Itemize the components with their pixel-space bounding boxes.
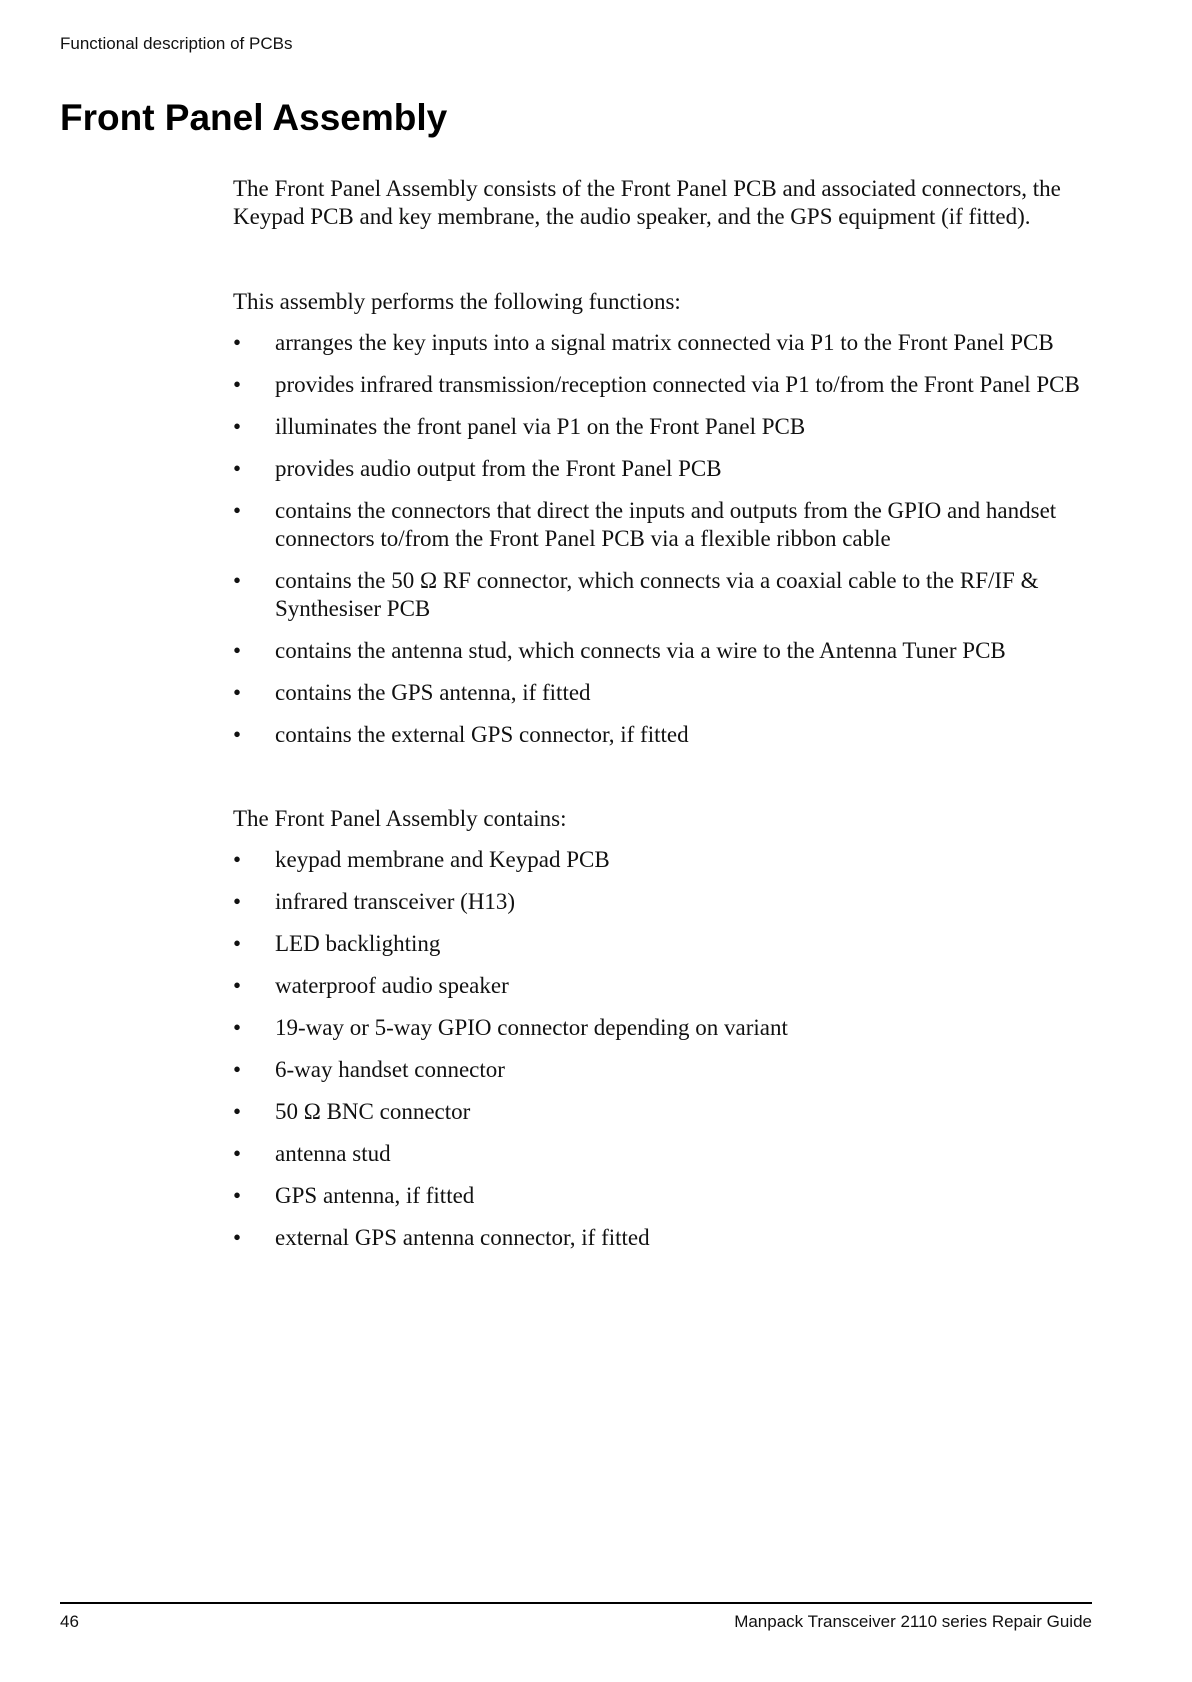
list-item: • contains the antenna stud, which connects via a wire to the Antenna Tuner PCB — [233, 638, 1006, 663]
running-header: Functional description of PCBs — [60, 34, 293, 53]
list-item: • illuminates the front panel via P1 on the Front Panel PCB — [233, 414, 806, 439]
list-item: • waterproof audio speaker — [233, 973, 509, 998]
list-item: • GPS antenna, if fitted — [233, 1183, 475, 1208]
bullet-icon: • — [233, 638, 242, 663]
intro-paragraph: The Front Panel Assembly consists of the Front Panel PCB and associated connectors, the Keypad PCB and key membrane, the audio speaker, and the GPS equipment (if fitted). — [233, 176, 1061, 229]
list-item: • keypad membrane and Keypad PCB — [233, 847, 610, 872]
bullet-icon: • — [233, 330, 242, 355]
bullet-icon: • — [233, 1183, 242, 1208]
list-item: • external GPS antenna connector, if fitted — [233, 1225, 650, 1250]
list-item: • contains the GPS antenna, if fitted — [233, 680, 591, 705]
list-item: • antenna stud — [233, 1141, 391, 1166]
bullet-icon: • — [233, 973, 242, 998]
list-item: • provides audio output from the Front Panel PCB — [233, 456, 722, 481]
functions-lead: This assembly performs the following functions: — [233, 289, 681, 314]
section-body — [233, 175, 1093, 1266]
bullet-icon: • — [233, 456, 242, 481]
page-number: 46 — [60, 1612, 79, 1631]
document-title: Manpack Transceiver 2110 series Repair Guide — [734, 1612, 1092, 1631]
bullet-icon: • — [233, 1057, 242, 1082]
list-item: • 50 Ω BNC connector — [233, 1099, 471, 1124]
bullet-icon: • — [233, 1099, 242, 1124]
bullet-icon: • — [233, 414, 242, 439]
footer-divider — [60, 1602, 1092, 1604]
bullet-icon: • — [233, 372, 242, 397]
list-item: • contains the 50 Ω RF connector, which connects via a coaxial cable to the RF/IF & Synthesiser PCB — [233, 568, 1039, 621]
bullet-icon: • — [233, 722, 242, 747]
list-item: • contains the external GPS connector, if fitted — [233, 722, 689, 747]
list-item: • contains the connectors that direct the inputs and outputs from the GPIO and handset connectors to/from the Front Panel PCB via a flexible ribbon cable — [233, 498, 1057, 551]
bullet-icon: • — [233, 847, 242, 872]
contents-list — [233, 846, 1093, 1252]
bullet-icon: • — [233, 1141, 242, 1166]
list-item: • 19-way or 5-way GPIO connector depending on variant — [233, 1015, 788, 1040]
list-item: • 6-way handset connector — [233, 1057, 505, 1082]
section-title: Front Panel Assembly — [60, 97, 448, 138]
bullet-icon: • — [233, 680, 242, 705]
bullet-icon: • — [233, 889, 242, 914]
bullet-icon: • — [233, 1225, 242, 1250]
bullet-icon: • — [233, 568, 242, 593]
bullet-icon: • — [233, 1015, 242, 1040]
bullet-icon: • — [233, 931, 242, 956]
list-item: • provides infrared transmission/reception connected via P1 to/from the Front Panel PCB — [233, 372, 1080, 397]
functions-list — [233, 329, 1093, 749]
contents-lead: The Front Panel Assembly contains: — [233, 806, 567, 831]
list-item: • infrared transceiver (H13) — [233, 889, 516, 914]
list-item: • arranges the key inputs into a signal matrix connected via P1 to the Front Panel PCB — [233, 330, 1054, 355]
list-item: • LED backlighting — [233, 931, 441, 956]
bullet-icon: • — [233, 498, 242, 523]
